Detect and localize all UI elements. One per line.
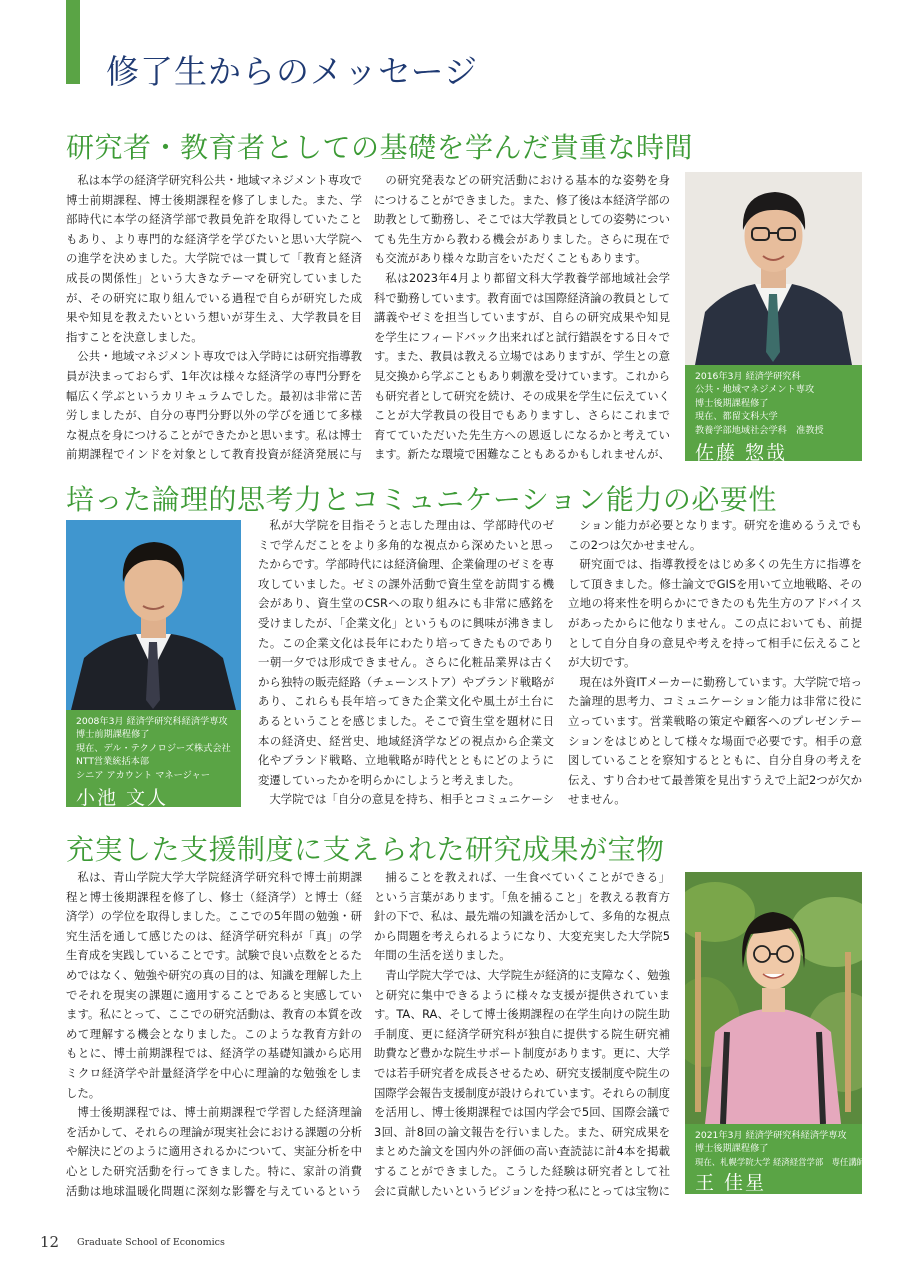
paragraph: 捕ることを教えれば、一生食べていくことができる」という言葉があります。「魚を捕ること」を教える教育方針の下で、私は、最先端の知識を活かして、多角的な視点から問題を考えられるようになり、大変充実した大学院5年間の生活を送りました。 bbox=[374, 870, 670, 963]
page-number: 12 bbox=[40, 1233, 60, 1251]
page-title: 修了生からのメッセージ bbox=[106, 52, 479, 91]
caption-line: 2021年3月 経済学研究科経済学専攻 bbox=[695, 1130, 847, 1141]
paragraph: 大学院では「自分の意見を持ち、相手とコミュニケーシ bbox=[269, 792, 554, 807]
paragraph: の研究発表などの研究活動における基本的な姿勢を身につけることができました。また、修了後は本経済学部の助教として勤務し、そこでは大学教員としての姿勢についても先生方から教わる機会がありました。さらに現在でも交流があり様々な助言をいただくこともあります。 bbox=[374, 173, 670, 266]
caption-sato bbox=[685, 365, 862, 465]
caption-line: シニア アカウント マネージャー bbox=[76, 769, 211, 781]
section-2-title: 培った論理的思考力とコミュニケーション能力の必要性 bbox=[66, 483, 777, 516]
paragraph: ション能力が必要となります。研究を進めるうえでもこの2つは欠かせません。 bbox=[568, 518, 862, 552]
header-accent-bar bbox=[66, 0, 80, 84]
section-1-title: 研究者・教育者としての基礎を学んだ貴重な時間 bbox=[66, 131, 694, 164]
portrait-photo-wang bbox=[685, 872, 862, 1124]
caption-line: 現在、都留文科大学 bbox=[695, 411, 778, 423]
paragraph: 公共・地域マネジメント専攻では入学時には研究指導教員が決まっておらず、1年次は様々な経済学の専門分野を幅広く学ぶというカリキュラムでした。最初は非常に苦労しましたが、自分の専門分野以外の学びを通じて多様な視点を身につけることができたかと思います。私は博士前期課程でインドを対象として教育投資が経済発展に与 bbox=[66, 349, 362, 462]
person-name: 王 佳星 bbox=[695, 1172, 767, 1195]
portrait-photo-sato bbox=[685, 172, 862, 365]
section-1-column-1 bbox=[66, 171, 362, 465]
paragraph: 私は本学の経済学研究科公共・地域マネジメント専攻で博士前期課程、博士後期課程を修了しました。また、学部時代に本学の経済学部で教員免許を取得していたこともあり、より専門的な経済学を学びたいと思い大学院への進学を決めました。大学院では一貫して「教育と経済成長の関係性」という大きなテーマを研究していましたが、その研究に取り組んでいる過程で自らが研究した成果や知見を教えたいという想いが芽生え、大学教員を目指すことを決意しました。 bbox=[66, 173, 362, 344]
person-name: 佐藤 惣哉 bbox=[695, 442, 788, 465]
section-3-title: 充実した支援制度に支えられた研究成果が宝物 bbox=[66, 833, 665, 866]
paragraph: 私が大学院を目指そうと志した理由は、学部時代のゼミで学んだことをより多角的な視点から深めたいと思ったからです。学部時代には経済倫理、企業倫理のゼミを専攻していました。ゼミの課外活動で資生堂を訪問する機会があり、資生堂のCSRへの取り組みにも非常に感銘を受けましたが、「企業文化」というものに興味が沸きました。この企業文化は長年にわたり培ってきたものであり一朝一夕では形成できません。さらに化粧品業界は古くから独特の販売経路（チェーンストア）やブランド戦略があり、これらも長年培ってきた企業文化や風土が土台にあるということを感じました。そこで資生堂を題材に日本の経済史、経営史、地域経済学などの視点から企業文化やブランド戦略、立地戦略が時代とともにどのように変遷していったかを明らかにしようと考えました。 bbox=[258, 518, 554, 787]
caption-line: 博士後期課程修了 bbox=[695, 397, 769, 409]
section-1-column-2 bbox=[374, 171, 670, 465]
caption-koike bbox=[66, 710, 241, 810]
section-3-column-1 bbox=[66, 868, 362, 1202]
portrait-photo-koike bbox=[66, 520, 241, 710]
caption-line: 2008年3月 経済学研究科経済学専攻 bbox=[76, 716, 228, 727]
paragraph: 私は、青山学院大学大学院経済学研究科で博士前期課程と博士後期課程を修了し、修士（経済学）と博士（経済学）の学位を取得しました。ここでの5年間の勉強・研究生活を通して感じたのは、経済学研究科が「真」の学生育成を実践していることです。試験で良い点数をとるためではなく、勉強や研究の真の目的は、知識を理解した上でそれを現実の課題に適用することであると実感しています。私にとって、ここでの研究活動は、教育の本質を改めて理解する機会となりました。このような教育方針のもとに、博士前期課程では、経済学の基礎知識から応用ミクロ経済学や計量経済学を中心に理論的な勉強をしました。 bbox=[66, 870, 362, 1100]
footer-label: Graduate School of Economics bbox=[77, 1237, 225, 1248]
person-name: 小池 文人 bbox=[76, 787, 169, 810]
paragraph: 現在は外資ITメーカーに勤務しています。大学院で培った論理的思考力、コミュニケーション能力は非常に役に立っています。営業戦略の策定や顧客へのプレゼンテーションをはじめとして様々な場面で必要です。相手の意図していることを察知するとともに、自分自身の考えを伝え、すり合わせて最善策を見出すうえで上記2つが欠かせません。 bbox=[568, 674, 862, 807]
paragraph: 博士後期課程では、博士前期課程で学習した経済理論を活かして、それらの理論が現実社会における課題の分析や解決にどのように適用されるかについて、実証分析を中心とした研究活動を行ってきました。特に、家計の消費活動は地球温暖化問題に深刻な影響を与えているという bbox=[66, 1105, 362, 1198]
paragraph: 私は2023年4月より都留文科大学教養学部地域社会学科で勤務しています。教育面では国際経済論の教員として講義やゼミを担当していますが、自らの研究成果や知見を学生にフィードバック出来ればと試行錯誤をする日々です。また、教員は教える立場ではありますが、学生との意見交換から学ぶこともあり刺激を受けています。これからも研究者として研究を続け、その成果を学生に伝えていくことが大学教員の役目でもありますし、さらにこれまで育てていただいた先生方への恩返しになるかと考えています。新たな環境で困難なこともあるかもしれませんが、 bbox=[374, 270, 670, 462]
caption-line: 2016年3月 経済学研究科 bbox=[695, 371, 801, 382]
caption-line: NTT営業統括本部 bbox=[76, 756, 150, 768]
caption-line: 教養学部地域社会学科 准教授 bbox=[695, 424, 824, 436]
caption-wang bbox=[685, 1124, 866, 1195]
caption-line: 現在、札幌学院大学 経済経営学部 専任講師 bbox=[695, 1156, 866, 1167]
paragraph: 青山学院大学では、大学院生が経済的に支障なく、勉強と研究に集中できるように様々な支援が提供されています。TA、RA、そして博士後期課程の在学生向けの院生助手制度、更に経済学研究科が独自に提供する院生研究補助費など豊かな院生サポート制度があります。更に、大学では若手研究者を成長させるため、研究支援制度や院生の国際学会報告支援制度が設けられています。それらの制度を活用し、博士後期課程では国内学会で5回、国際会議で3回、計8回の論文報告を行いました。また、研究成果をまとめた論文を国内外の評価の高い査読誌に計4本を掲載することができました。こうした経験は研究者として社会に貢献したいというビジョンを持つ私にとっては宝物に bbox=[374, 967, 670, 1198]
caption-line: 現在、デル・テクノロジーズ株式会社 bbox=[76, 742, 231, 754]
section-3-column-2 bbox=[374, 868, 670, 1202]
section-2-column-2 bbox=[568, 516, 862, 810]
paragraph: 研究面では、指導教授をはじめ多くの先生方に指導をして頂きました。修士論文でGISを用いて立地戦略、その立地の将来性を明らかにできたのも先生方のアドバイスがあったからに他なりません。この点においても、前提として自分自身の意見や考えを持って相手に伝えることが大切です。 bbox=[568, 557, 862, 670]
section-2-column-1 bbox=[258, 516, 554, 810]
caption-line: 博士後期課程修了 bbox=[695, 1143, 769, 1155]
caption-line: 公共・地域マネジメント専攻 bbox=[695, 384, 815, 396]
caption-line: 博士前期課程修了 bbox=[76, 729, 150, 741]
